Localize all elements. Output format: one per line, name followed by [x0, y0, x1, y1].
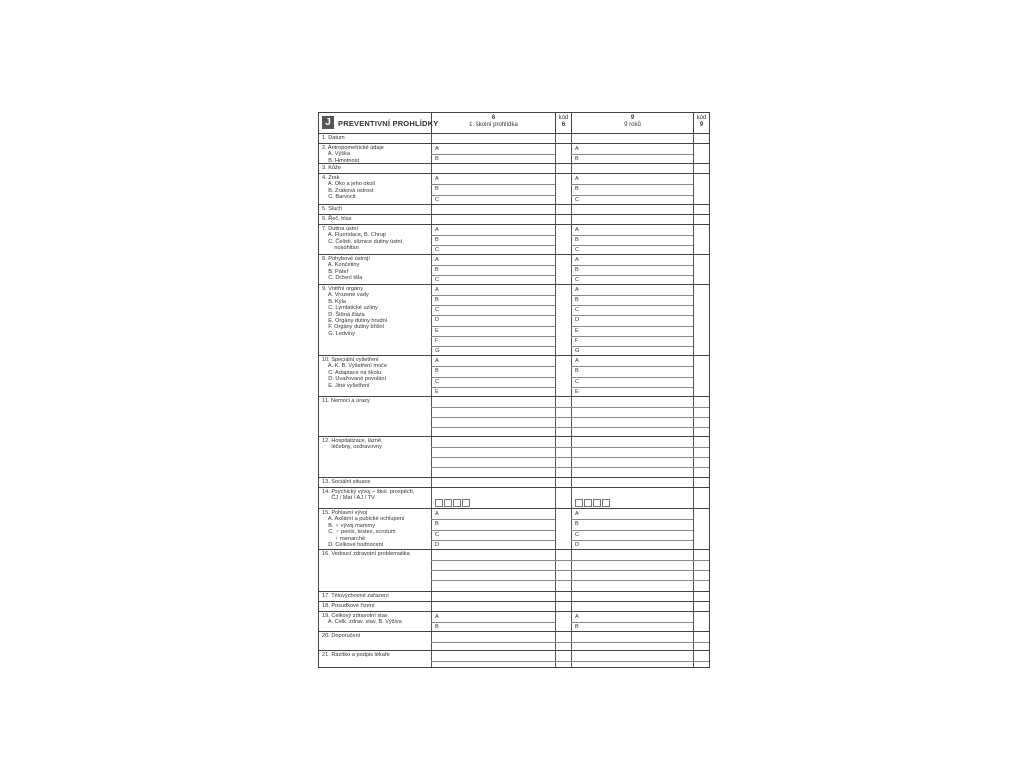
row-label: 3. Kůže [322, 165, 341, 171]
sub-item-letter: A [435, 146, 439, 152]
form-row [319, 611, 709, 631]
sub-item-letter: C [575, 531, 580, 538]
form-row [319, 487, 709, 508]
sub-rule [431, 366, 555, 367]
sub-item-letter: B [575, 624, 579, 630]
sub-item-letter: A [435, 614, 439, 620]
sub-item-letter: D [575, 317, 580, 324]
sub-item-letter: G [435, 347, 440, 354]
ruled-line [431, 407, 709, 408]
grade-box[interactable] [444, 499, 452, 507]
sub-item-letter: A [575, 511, 579, 517]
ruled-line [431, 447, 709, 448]
sub-rule [431, 235, 555, 236]
form-row [319, 355, 709, 396]
sub-item-letter: A [435, 511, 439, 517]
form-row [319, 549, 709, 591]
section-logo: J [322, 116, 334, 129]
sub-item-letter: B [435, 237, 439, 243]
sub-rule [571, 346, 693, 347]
sub-rule [571, 387, 693, 388]
sub-rule [571, 245, 693, 246]
sub-item-letter: E [435, 388, 439, 395]
sub-item-letter: A [435, 287, 439, 293]
form-row [319, 631, 709, 650]
sub-item-letter: C [435, 307, 440, 314]
sub-rule [431, 184, 555, 185]
sub-item-letter: B [435, 521, 439, 528]
grade-box[interactable] [462, 499, 470, 507]
sub-item-letter: C [575, 277, 580, 283]
sub-item-letter: C [435, 531, 440, 538]
sub-rule [431, 622, 555, 623]
form-row [319, 224, 709, 254]
code-number: 6 [561, 122, 566, 128]
sub-rule [431, 195, 555, 196]
sub-item-letter: D [575, 541, 580, 548]
ruled-line [431, 560, 709, 561]
sub-item-letter: B [575, 297, 579, 304]
row-label: 10. Speciální vyšetření A. K. B. Vyšetření moče C. Adaptace na školu D. Uvažované povolání E. Jiné vyšetření [322, 357, 388, 389]
form-row [319, 436, 709, 477]
code-header-6 [555, 113, 571, 133]
form-row [319, 508, 709, 549]
form-row [319, 591, 709, 601]
sub-item-letter: C [575, 247, 580, 253]
row-label: 6. Řeč, hlas [322, 216, 352, 222]
sub-item-letter: A [575, 287, 579, 293]
row-label: 17. Tělovýchovné zařazení [322, 593, 389, 599]
code-label: kód [558, 115, 569, 121]
row-label: 18. Posudkové řízení [322, 603, 375, 609]
form-row [319, 163, 709, 173]
form-row [319, 601, 709, 611]
row-label: 19. Celkový zdravotní stav A. Celk. zdrav. stav, B. Výživa [322, 613, 402, 626]
sub-rule [431, 315, 555, 316]
preventive-checkups-form [318, 112, 710, 668]
sub-rule [431, 295, 555, 296]
sub-item-letter: F [435, 337, 439, 344]
sub-rule [571, 366, 693, 367]
sub-rule [571, 622, 693, 623]
sub-item-letter: A [435, 358, 439, 364]
sub-item-letter: A [575, 227, 579, 233]
sub-rule [571, 305, 693, 306]
sub-item-letter: B [435, 624, 439, 630]
sub-item-letter: D [435, 541, 440, 548]
form-row [319, 650, 709, 669]
row-label: 16. Vedoucí zdravotní problematika [322, 551, 410, 557]
sub-item-letter: A [435, 176, 439, 182]
row-label: 4. Zrak A. Oko a jeho okolí B. Zraková ostrost C. Barvocit [322, 175, 376, 201]
sub-item-letter: C [435, 378, 440, 385]
sub-rule [431, 245, 555, 246]
form-title: PREVENTIVNÍ PROHLÍDKY [338, 119, 439, 128]
grade-box[interactable] [453, 499, 461, 507]
column-number: 9 [630, 115, 635, 121]
sub-rule [571, 295, 693, 296]
row-label: 21. Razítko a podpis lékaře [322, 652, 390, 658]
sub-item-letter: B [435, 156, 439, 162]
sub-item-letter: B [575, 521, 579, 528]
column-subtitle: 9 roků [624, 122, 641, 128]
sub-rule [431, 377, 555, 378]
form-row [319, 133, 709, 143]
sub-rule [571, 336, 693, 337]
row-label: 15. Pohlavní vývoj A. Axilární a pubické ochlupení B. ♀ vývoj mammy C. ♂ penis, testes, scrotum ♀ menarché D. Celkové hodnocení [322, 510, 405, 549]
sub-item-letter: A [575, 257, 579, 263]
ruled-line [431, 457, 709, 458]
sub-item-letter: B [575, 186, 579, 193]
ruled-line [431, 580, 709, 581]
sub-rule [431, 326, 555, 327]
sub-item-letter: A [575, 176, 579, 182]
column-header-9 [571, 113, 693, 133]
sub-item-letter: C [575, 378, 580, 385]
row-label: 9. Vnitřní orgány A. Vrozené vady B. Kýla C. Lymfatické uzliny D. Štítná žláza E. Orgány dutiny hrudní F. Orgány dutiny břišní G. Ledviny [322, 286, 388, 337]
sub-item-letter: B [575, 267, 579, 273]
ruled-line [431, 427, 709, 428]
sub-item-letter: A [435, 227, 439, 233]
sub-rule [431, 154, 555, 155]
sub-rule [431, 305, 555, 306]
sub-item-letter: B [435, 267, 439, 273]
sub-rule [431, 265, 555, 266]
grade-box[interactable] [575, 499, 583, 507]
row-label: 8. Pohybové ústrojí A. Končetiny B. Páteř C. Držení těla [322, 256, 370, 282]
sub-rule [571, 530, 693, 531]
ruled-line [431, 661, 709, 662]
form-row [319, 396, 709, 436]
sub-item-letter: F [575, 337, 579, 344]
sub-item-letter: E [575, 388, 579, 395]
sub-rule [431, 346, 555, 347]
sub-rule [431, 387, 555, 388]
row-label: 20. Doporučení [322, 633, 361, 639]
sub-rule [571, 154, 693, 155]
ruled-line [431, 642, 709, 643]
row-label: 14. Psychický vývoj – škol. prospěch, ČJ / Mat / AJ / TV [322, 489, 415, 502]
sub-rule [571, 275, 693, 276]
row-label: 12. Hospitalizace, lázně, léčebny, ozdravovny [322, 438, 383, 451]
sub-rule [431, 336, 555, 337]
form-row [319, 477, 709, 487]
sub-item-letter: A [435, 257, 439, 263]
sub-rule [431, 530, 555, 531]
sub-item-letter: E [575, 327, 579, 334]
sub-item-letter: C [435, 277, 440, 283]
row-label: 2. Antropometrické údaje A. Výška B. Hmotnost [322, 145, 384, 164]
sub-item-letter: C [575, 307, 580, 314]
grade-box[interactable] [593, 499, 601, 507]
sub-rule [431, 540, 555, 541]
form-row [319, 214, 709, 224]
row-label: 7. Dutina ústní A. Fluoridace, B. Chrup C. Čelisti, sliznice dutiny ústní, nosohltan [322, 226, 404, 252]
sub-item-letter: D [435, 317, 440, 324]
sub-item-letter: C [435, 196, 440, 203]
sub-item-letter: C [435, 247, 440, 253]
form-row [319, 284, 709, 355]
sub-item-letter: B [435, 368, 439, 375]
sub-rule [571, 184, 693, 185]
code-header-9 [693, 113, 709, 133]
sub-item-letter: B [575, 368, 579, 375]
sub-rule [431, 275, 555, 276]
grade-box[interactable] [435, 499, 443, 507]
sub-item-letter: A [575, 614, 579, 620]
grade-box[interactable] [584, 499, 592, 507]
form-header [319, 113, 709, 134]
sub-rule [571, 315, 693, 316]
sub-rule [571, 265, 693, 266]
sub-item-letter: A [575, 146, 579, 152]
column-header-6 [431, 113, 555, 133]
sub-rule [571, 235, 693, 236]
sub-rule [571, 540, 693, 541]
sub-item-letter: C [575, 196, 580, 203]
column-number: 6 [491, 115, 496, 121]
sub-rule [571, 326, 693, 327]
ruled-line [431, 570, 709, 571]
sub-item-letter: B [575, 156, 579, 162]
ruled-line [431, 467, 709, 468]
row-label: 11. Nemoci a úrazy [322, 398, 370, 404]
sub-item-letter: B [435, 297, 439, 304]
sub-item-letter: E [435, 327, 439, 334]
code-label: kód [696, 115, 707, 121]
grade-box[interactable] [602, 499, 610, 507]
sub-rule [571, 195, 693, 196]
sub-item-letter: B [575, 237, 579, 243]
sub-rule [431, 519, 555, 520]
sub-item-letter: G [575, 347, 580, 354]
form-row [319, 173, 709, 204]
ruled-line [431, 417, 709, 418]
form-row [319, 143, 709, 163]
sub-rule [571, 377, 693, 378]
sub-item-letter: B [435, 186, 439, 193]
sub-rule [571, 519, 693, 520]
code-number: 9 [699, 122, 704, 128]
column-subtitle: 1. školní prohlídka [469, 122, 518, 128]
row-label: 13. Sociální situace [322, 479, 371, 485]
row-label: 1. Datum [322, 135, 345, 141]
sub-item-letter: A [575, 358, 579, 364]
form-row [319, 204, 709, 214]
form-row [319, 254, 709, 284]
row-label: 5. Sluch [322, 206, 343, 212]
